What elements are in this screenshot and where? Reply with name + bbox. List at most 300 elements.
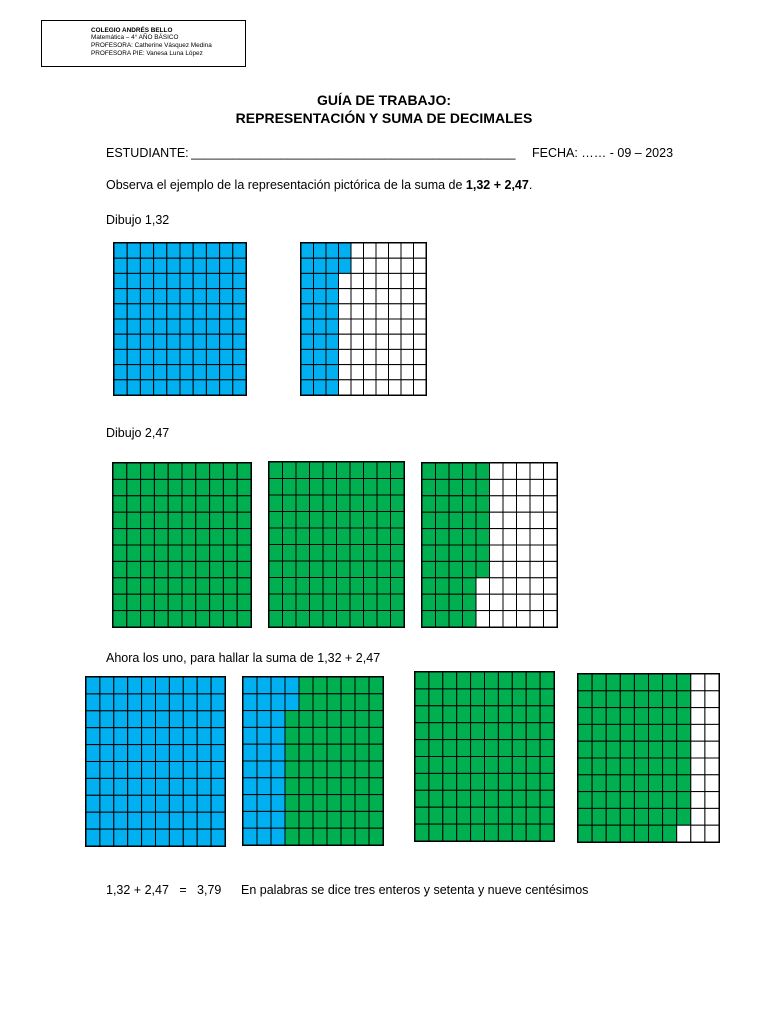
hundredth-cell (271, 761, 285, 778)
hundredth-cell (285, 828, 299, 845)
hundredth-cell (310, 462, 324, 479)
hundredth-cell (183, 711, 197, 728)
hundredth-cell (127, 545, 141, 561)
hundredth-cell (210, 561, 224, 577)
hundredth-cell (512, 672, 526, 689)
hundredth-cell (578, 808, 592, 825)
hundredth-cell (649, 808, 663, 825)
hundredth-cell (243, 694, 257, 711)
hundredth-cell (140, 304, 153, 319)
hundredth-cell (180, 319, 193, 334)
hundredth-cell (314, 273, 327, 288)
hundredth-cell (193, 273, 206, 288)
hundredth-cell (476, 578, 490, 594)
hundredth-cell (526, 706, 540, 723)
hundredth-cell (351, 334, 364, 349)
hundredth-cell (620, 691, 634, 708)
hundredth-cell (296, 561, 310, 578)
hundredth-cell (140, 243, 153, 258)
hundredth-cell (141, 594, 155, 610)
hundredth-cell (167, 349, 180, 364)
hundredth-cell (193, 258, 206, 273)
hundredth-cell (326, 380, 339, 395)
hundredth-cell (401, 304, 414, 319)
hundredth-cell (677, 808, 691, 825)
hundredth-cell (314, 349, 327, 364)
hundredth-cell (301, 273, 314, 288)
grid-1-32-unit (113, 242, 247, 396)
hundredth-cell (490, 512, 504, 528)
hundredth-cell (169, 694, 183, 711)
hundredth-cell (156, 762, 170, 779)
hundredth-cell (301, 349, 314, 364)
hundredth-cell (197, 762, 211, 779)
hundredth-cell (86, 728, 100, 745)
hundredth-cell (243, 761, 257, 778)
hundredth-cell (197, 778, 211, 795)
hundredth-cell (364, 462, 378, 479)
hundredth-cell (364, 334, 377, 349)
hundredth-cell (414, 289, 427, 304)
hundredth-cell (634, 708, 648, 725)
hundredth-cell (677, 724, 691, 741)
hundredth-cell (154, 258, 167, 273)
hundredth-cell (485, 773, 499, 790)
hundredth-cell (463, 463, 477, 479)
hundredth-cell (414, 258, 427, 273)
hundredth-cell (154, 334, 167, 349)
hundredth-cell (211, 829, 225, 846)
hundredth-cell (323, 561, 337, 578)
hundredth-cell (663, 775, 677, 792)
hundredth-cell (449, 496, 463, 512)
hundredth-cell (141, 463, 155, 479)
hundredth-cell (436, 594, 450, 610)
hundredth-cell (503, 479, 517, 495)
hundredth-cell (355, 828, 369, 845)
hundredth-cell (326, 304, 339, 319)
hundredth-cell (490, 594, 504, 610)
hundredth-cell (540, 723, 554, 740)
hundredth-cell (544, 561, 558, 577)
hundredth-cell (498, 740, 512, 757)
hundredth-cell (503, 545, 517, 561)
hundredth-cell (341, 744, 355, 761)
hundredth-cell (114, 745, 128, 762)
hundredth-cell (634, 674, 648, 691)
hundredth-cell (350, 578, 364, 595)
hundredth-cell (436, 512, 450, 528)
hundredth-cell (544, 594, 558, 610)
hundredth-cell (376, 258, 389, 273)
hundredth-cell (327, 761, 341, 778)
hundredth-cell (182, 594, 196, 610)
hundredth-cell (237, 496, 251, 512)
student-name-blank[interactable]: _______________________________________________ (191, 146, 516, 160)
hundredth-cell (350, 528, 364, 545)
hundredth-cell (196, 479, 210, 495)
hundredth-cell (389, 319, 402, 334)
hundredth-cell (220, 289, 233, 304)
hundredth-cell (350, 495, 364, 512)
hundredth-cell (350, 611, 364, 628)
hundredth-cell (156, 745, 170, 762)
hundredth-cell (257, 778, 271, 795)
hundredth-cell (196, 545, 210, 561)
hundredth-cell (223, 463, 237, 479)
hundredth-cell (310, 578, 324, 595)
hundredth-cell (196, 578, 210, 594)
hundredth-cell (168, 463, 182, 479)
hundredth-cell (257, 811, 271, 828)
hundredth-cell (391, 611, 405, 628)
hundredth-cell (326, 273, 339, 288)
hundredth-cell (422, 496, 436, 512)
hundredth-cell (180, 258, 193, 273)
hundredth-cell (663, 808, 677, 825)
hundredth-cell (193, 334, 206, 349)
hundredth-cell (168, 496, 182, 512)
hundredth-cell (544, 463, 558, 479)
hundredth-cell (415, 723, 429, 740)
hundredth-cell (196, 611, 210, 627)
hundredth-cell (485, 807, 499, 824)
hundredth-cell (196, 529, 210, 545)
hundredth-cell (634, 792, 648, 809)
hundredth-cell (429, 824, 443, 841)
hundredth-cell (422, 512, 436, 528)
hundredth-cell (592, 674, 606, 691)
hundredth-cell (114, 380, 127, 395)
hundredth-cell (512, 757, 526, 774)
hundredth-cell (113, 545, 127, 561)
hundredth-cell (243, 811, 257, 828)
hundredth-cell (415, 689, 429, 706)
hundredth-cell (530, 496, 544, 512)
hundredth-cell (592, 708, 606, 725)
hundredth-cell (389, 273, 402, 288)
hundredth-cell (233, 349, 246, 364)
hundredth-cell (389, 334, 402, 349)
hundredth-cell (197, 694, 211, 711)
hundredth-cell (369, 828, 383, 845)
hundredth-cell (457, 824, 471, 841)
hundredth-cell (169, 745, 183, 762)
hundredth-cell (206, 243, 219, 258)
hundredth-cell (429, 757, 443, 774)
hundredth-cell (183, 762, 197, 779)
hundredth-cell (310, 611, 324, 628)
hundredth-cell (677, 758, 691, 775)
hundredth-cell (401, 349, 414, 364)
hundredth-cell (127, 496, 141, 512)
hundredth-cell (114, 304, 127, 319)
hundredth-cell (337, 545, 351, 562)
hundredth-cell (449, 578, 463, 594)
hundredth-cell (377, 545, 391, 562)
hundredth-cell (350, 479, 364, 496)
hundredth-cell (140, 289, 153, 304)
hundredth-cell (128, 745, 142, 762)
hundredth-cell (691, 724, 705, 741)
hundredth-cell (592, 758, 606, 775)
hundredth-cell (233, 243, 246, 258)
hundredth-cell (100, 762, 114, 779)
hundredth-cell (156, 778, 170, 795)
hundredth-cell (210, 496, 224, 512)
hundredth-cell (114, 677, 128, 694)
hundredth-cell (377, 479, 391, 496)
hundredth-cell (634, 775, 648, 792)
hundredth-cell (341, 811, 355, 828)
hundredth-cell (389, 380, 402, 395)
hundredth-cell (233, 289, 246, 304)
hundredth-cell (182, 545, 196, 561)
hundredth-cell (517, 611, 531, 627)
hundredth-cell (490, 545, 504, 561)
hundredth-cell (364, 349, 377, 364)
hundredth-cell (377, 462, 391, 479)
hundredth-cell (141, 496, 155, 512)
hundredth-cell (401, 365, 414, 380)
hundredth-cell (540, 740, 554, 757)
hundredth-cell (283, 594, 297, 611)
hundredth-cell (114, 334, 127, 349)
hundredth-cell (326, 365, 339, 380)
hundredth-cell (154, 479, 168, 495)
hundredth-cell (339, 365, 352, 380)
hundredth-cell (180, 380, 193, 395)
hundredth-cell (142, 694, 156, 711)
hundredth-cell (339, 258, 352, 273)
hundredth-cell (127, 349, 140, 364)
hundredth-cell (503, 463, 517, 479)
hundredth-cell (337, 561, 351, 578)
hundredth-cell (127, 594, 141, 610)
hundredth-cell (168, 479, 182, 495)
hundredth-cell (389, 243, 402, 258)
hundredth-cell (503, 529, 517, 545)
hundredth-cell (544, 545, 558, 561)
hundredth-cell (364, 545, 378, 562)
hundredth-cell (391, 512, 405, 529)
hundredth-cell (167, 273, 180, 288)
hundredth-cell (114, 273, 127, 288)
hundredth-cell (592, 808, 606, 825)
hundredth-cell (540, 807, 554, 824)
hundredth-cell (476, 561, 490, 577)
title-line-2: REPRESENTACIÓN Y SUMA DE DECIMALES (235, 110, 533, 126)
hundredth-cell (540, 706, 554, 723)
hundredth-cell (485, 706, 499, 723)
hundredth-cell (691, 808, 705, 825)
hundredth-cell (182, 611, 196, 627)
hundredth-cell (183, 812, 197, 829)
hundredth-cell (498, 773, 512, 790)
hundredth-cell (206, 380, 219, 395)
hundredth-cell (197, 728, 211, 745)
hundredth-cell (530, 594, 544, 610)
hundredth-cell (113, 479, 127, 495)
hundredth-cell (180, 273, 193, 288)
hundredth-cell (414, 365, 427, 380)
hundredth-cell (530, 545, 544, 561)
hundredth-cell (677, 691, 691, 708)
hundredth-cell (490, 463, 504, 479)
hundredth-cell (592, 825, 606, 842)
hundredth-cell (141, 529, 155, 545)
hundredth-cell (476, 611, 490, 627)
hundredth-cell (167, 334, 180, 349)
hundredth-cell (691, 758, 705, 775)
hundredth-cell (127, 380, 140, 395)
hundredth-cell (154, 463, 168, 479)
hundredth-cell (206, 273, 219, 288)
hundredth-cell (422, 529, 436, 545)
hundredth-cell (436, 496, 450, 512)
hundredth-cell (364, 578, 378, 595)
hundredth-cell (257, 694, 271, 711)
hundredth-cell (269, 462, 283, 479)
hundredth-cell (128, 778, 142, 795)
hundredth-cell (301, 334, 314, 349)
hundredth-cell (269, 611, 283, 628)
hundredth-cell (142, 812, 156, 829)
hundredth-cell (243, 795, 257, 812)
hundredth-cell (296, 594, 310, 611)
hundredth-cell (154, 304, 167, 319)
hundredth-cell (337, 479, 351, 496)
hundredth-cell (376, 334, 389, 349)
hundredth-cell (606, 691, 620, 708)
hundredth-cell (183, 677, 197, 694)
grid-sum-green-unit (414, 671, 555, 842)
hundredth-cell (114, 728, 128, 745)
hundredth-cell (269, 578, 283, 595)
hundredth-cell (299, 795, 313, 812)
hundredth-cell (377, 611, 391, 628)
hundredth-cell (206, 349, 219, 364)
hundredth-cell (142, 745, 156, 762)
hundredth-cell (142, 829, 156, 846)
hundredth-cell (663, 741, 677, 758)
hundredth-cell (114, 812, 128, 829)
hundredth-cell (314, 319, 327, 334)
hundredth-cell (154, 349, 167, 364)
hundredth-cell (443, 773, 457, 790)
hundredth-cell (211, 745, 225, 762)
hundredth-cell (449, 479, 463, 495)
hundredth-cell (364, 380, 377, 395)
hundredth-cell (663, 758, 677, 775)
hundredth-cell (323, 545, 337, 562)
hundredth-cell (351, 243, 364, 258)
hundredth-cell (490, 479, 504, 495)
hundredth-cell (498, 757, 512, 774)
hundredth-cell (705, 674, 719, 691)
hundredth-cell (503, 561, 517, 577)
hundredth-cell (140, 349, 153, 364)
hundredth-cell (401, 243, 414, 258)
hundredth-cell (620, 792, 634, 809)
hundredth-cell (415, 757, 429, 774)
grid-2-47-unit-1 (112, 462, 252, 628)
hundredth-cell (283, 611, 297, 628)
hundredth-cell (206, 365, 219, 380)
hundredth-cell (544, 496, 558, 512)
hundredth-cell (376, 243, 389, 258)
hundredth-cell (327, 828, 341, 845)
hundredth-cell (140, 258, 153, 273)
hundredth-cell (128, 812, 142, 829)
hundredth-cell (296, 611, 310, 628)
hundredth-cell (436, 529, 450, 545)
hundredth-cell (154, 512, 168, 528)
hundredth-cell (197, 812, 211, 829)
hundredth-cell (128, 795, 142, 812)
hundredth-cell (391, 462, 405, 479)
hundredth-cell (327, 744, 341, 761)
hundredth-cell (154, 529, 168, 545)
hundredth-cell (436, 479, 450, 495)
hundredth-cell (457, 757, 471, 774)
hundredth-cell (180, 289, 193, 304)
hundredth-cell (128, 677, 142, 694)
hundredth-cell (498, 689, 512, 706)
hundredth-cell (578, 741, 592, 758)
hundredth-cell (663, 691, 677, 708)
hundredth-cell (429, 790, 443, 807)
intro-sentence: Observa el ejemplo de la representación pictórica de la suma de (106, 178, 466, 192)
hundredth-cell (223, 479, 237, 495)
hundredth-cell (503, 512, 517, 528)
hundredth-cell (512, 790, 526, 807)
pie-teacher-name: PROFESORA PIE: Vanesa Luna López (91, 50, 203, 57)
hundredth-cell (301, 380, 314, 395)
hundredth-cell (113, 512, 127, 528)
hundredth-cell (377, 594, 391, 611)
hundredth-cell (337, 512, 351, 529)
hundredth-cell (364, 304, 377, 319)
hundredth-cell (197, 795, 211, 812)
hundredth-cell (113, 578, 127, 594)
hundredth-cell (285, 727, 299, 744)
hundredth-cell (498, 824, 512, 841)
hundredth-cell (691, 741, 705, 758)
hundredth-cell (476, 545, 490, 561)
hundredth-cell (127, 561, 141, 577)
grid-sum-blue-unit (85, 676, 226, 847)
hundredth-cell (299, 677, 313, 694)
hundredth-cell (429, 706, 443, 723)
hundredth-cell (391, 545, 405, 562)
hundredth-cell (530, 561, 544, 577)
hundredth-cell (285, 778, 299, 795)
hundredth-cell (168, 545, 182, 561)
hundredth-cell (323, 578, 337, 595)
hundredth-cell (526, 723, 540, 740)
hundredth-cell (114, 795, 128, 812)
hundredth-cell (517, 529, 531, 545)
hundredth-cell (193, 380, 206, 395)
hundredth-cell (313, 828, 327, 845)
hundredth-cell (314, 334, 327, 349)
hundredth-cell (389, 349, 402, 364)
hundredth-cell (592, 724, 606, 741)
hundredth-cell (183, 728, 197, 745)
hundredth-cell (401, 319, 414, 334)
hundredth-cell (415, 706, 429, 723)
